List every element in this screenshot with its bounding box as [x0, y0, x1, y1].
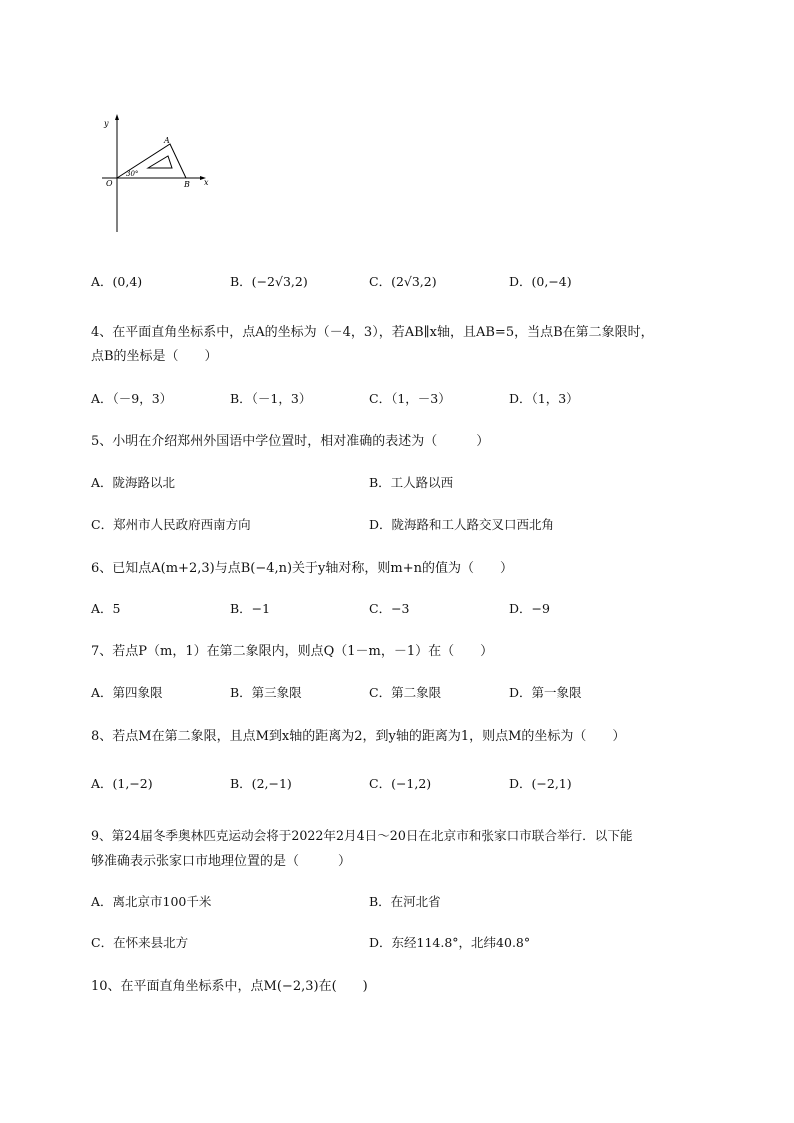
- q7-option-a[interactable]: A．第四象限: [91, 685, 163, 700]
- coordinate-figure: [100, 112, 215, 234]
- q6-option-d[interactable]: D．−9: [509, 601, 550, 616]
- q8-option-b[interactable]: B．(2,−1): [230, 776, 292, 791]
- q3-option-d[interactable]: D．(0,−4): [509, 274, 572, 289]
- q5-option-d[interactable]: D．陇海路和工人路交叉口西北角: [369, 517, 555, 532]
- q9-option-d[interactable]: D．东经114.8°，北纬40.8°: [369, 935, 531, 950]
- q7-option-b[interactable]: B．第三象限: [230, 685, 302, 700]
- q7-option-c[interactable]: C．第二象限: [369, 685, 442, 700]
- q4-option-b[interactable]: B．（－1，3）: [230, 391, 312, 406]
- origin-label: O: [106, 179, 113, 188]
- q3-option-c[interactable]: C．(2√3,2): [369, 274, 437, 289]
- q3-option-a[interactable]: A．(0,4): [91, 274, 143, 289]
- q6-option-a[interactable]: A．5: [91, 601, 121, 616]
- q4-option-c[interactable]: C．（1，－3）: [369, 391, 451, 406]
- point-b-label: B: [184, 180, 190, 189]
- q5-option-a[interactable]: A．陇海路以北: [91, 475, 176, 490]
- q7-stem: 7、若点P（m，1）在第二象限内，则点Q（1－m，－1）在（ ）: [91, 644, 494, 659]
- q10-stem: 10、在平面直角坐标系中，点M(−2,3)在( ): [91, 979, 368, 994]
- q4-stem-line1: 4、在平面直角坐标系中，点A的坐标为（－4，3），若AB∥x轴，且AB=5，当点B在第二象限时，: [91, 325, 654, 340]
- point-a-label: A: [164, 136, 170, 145]
- q8-stem: 8、若点M在第二象限，且点M到x轴的距离为2，到y轴的距离为1，则点M的坐标为（ ）: [91, 729, 626, 744]
- q7-option-d[interactable]: D．第一象限: [509, 685, 582, 700]
- y-axis-arrow: [115, 114, 119, 120]
- q4-stem-line2: 点B的坐标是（ ）: [91, 349, 218, 364]
- q6-option-c[interactable]: C．−3: [369, 601, 410, 616]
- y-axis-label: y: [104, 119, 109, 128]
- q5-option-b[interactable]: B．工人路以西: [369, 475, 454, 490]
- q3-option-b[interactable]: B．(−2√3,2): [230, 274, 308, 289]
- angle-label: 30°: [126, 170, 139, 178]
- q9-stem-line1: 9、第24届冬季奥林匹克运动会将于2022年2月4日～20日在北京市和张家口市联合举行．以下能: [91, 828, 633, 843]
- q8-option-c[interactable]: C．(−1,2): [369, 776, 432, 791]
- q9-stem-line2: 够准确表示张家口市地理位置的是（ ）: [91, 854, 352, 869]
- q9-option-b[interactable]: B．在河北省: [369, 894, 441, 909]
- q5-stem: 5、小明在介绍郑州外国语中学位置时，相对准确的表述为（ ）: [91, 434, 490, 449]
- triangle-diagram: [100, 112, 215, 234]
- q9-option-c[interactable]: C．在怀来县北方: [91, 935, 189, 950]
- q4-option-a[interactable]: A．（－9，3）: [91, 391, 173, 406]
- q8-option-d[interactable]: D．(−2,1): [509, 776, 572, 791]
- triangle-inner: [148, 156, 172, 168]
- q6-stem: 6、已知点A(m+2,3)与点B(−4,n)关于y轴对称，则m+n的值为（ ）: [91, 561, 513, 576]
- q4-option-d[interactable]: D．（1，3）: [509, 391, 579, 406]
- q9-option-a[interactable]: A．离北京市100千米: [91, 894, 212, 909]
- q6-option-b[interactable]: B．−1: [230, 601, 271, 616]
- q5-option-c[interactable]: C．郑州市人民政府西南方向: [91, 517, 251, 532]
- q8-option-a[interactable]: A．(1,−2): [91, 776, 153, 791]
- x-axis-label: x: [204, 178, 209, 187]
